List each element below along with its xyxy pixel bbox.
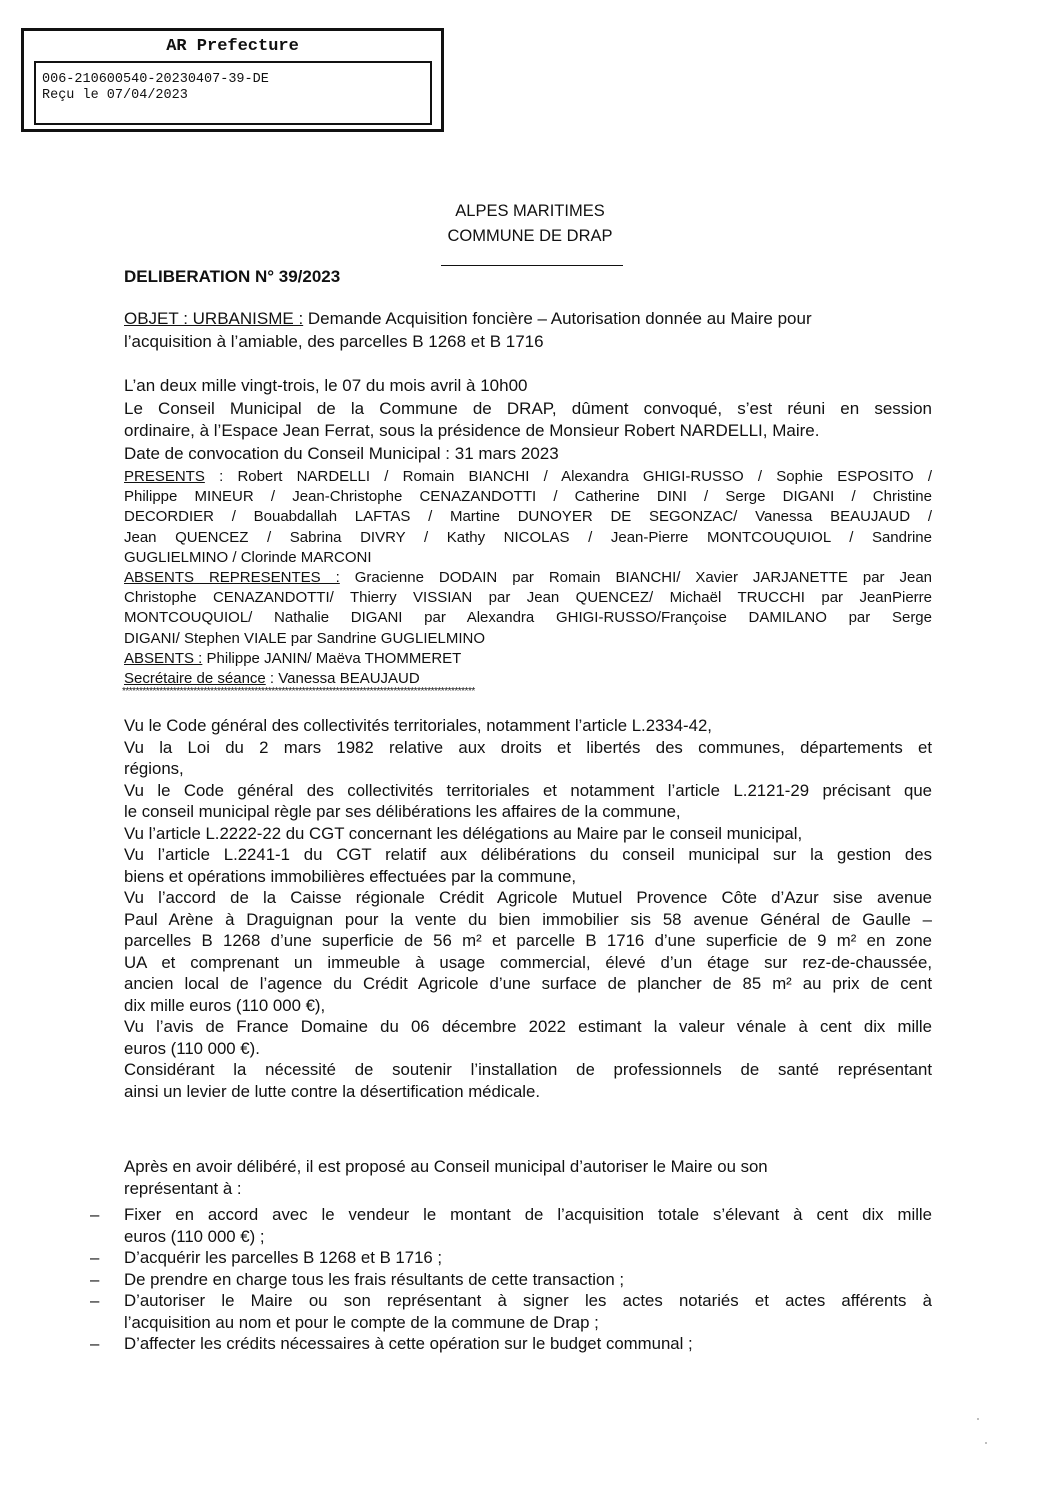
- consideration-line: le conseil municipal règle par ses délibérations les affaires de la commune,: [124, 802, 681, 821]
- list-item: [90, 1247, 932, 1269]
- dash-bullet: –: [90, 1269, 100, 1289]
- session-section: [124, 375, 932, 465]
- prefecture-stamp: [21, 28, 444, 132]
- considerations-section: [124, 715, 932, 1102]
- dash-bullet: –: [90, 1334, 100, 1353]
- list-item: [90, 1290, 932, 1333]
- list-item-text: D’autoriser le Maire ou son représentant à signer les actes notariés et actes afférents à: [124, 1291, 932, 1310]
- represented-label: ABSENTS REPRESENTES :: [124, 569, 340, 587]
- represented-list: DIGANI/ Stephen VIALE par Sandrine GUGLIELMINO: [124, 629, 485, 647]
- presents-list: Philippe MINEUR / Jean-Christophe CENAZANDOTTI / Catherine DINI / Serge DIGANI / Christine: [124, 488, 932, 506]
- proposal-line: représentant à :: [124, 1178, 242, 1198]
- scan-speck: [977, 1418, 979, 1420]
- stamp-title: AR Prefecture: [166, 37, 299, 56]
- list-item-text: De prendre en charge tous les frais résultants de cette transaction ;: [124, 1269, 624, 1289]
- attendance-section: [124, 467, 932, 689]
- secretary-label: Secrétaire de séance: [124, 670, 266, 688]
- list-item-text: Fixer en accord avec le vendeur le montant de l’acquisition totale s’élevant à cent dix mille: [124, 1205, 932, 1224]
- consideration-line: euros (110 000 €).: [124, 1038, 260, 1058]
- heading-rule: [441, 265, 623, 266]
- consideration-line: Vu l’article L.2241-1 du CGT relatif aux délibérations du conseil municipal sur la gestion des: [124, 845, 932, 864]
- commune-heading: COMMUNE DE DRAP: [447, 227, 613, 245]
- absents-label: ABSENTS :: [124, 649, 203, 667]
- consideration-line: Vu l’accord de la Caisse régionale Crédit Agricole Mutuel Provence Côte d’Azur sise avenue: [124, 888, 932, 907]
- secretary-name: : Vanessa BEAUJAUD: [265, 670, 420, 688]
- session-date: L’an deux mille vingt-trois, le 07 du mois avril à 10h00: [124, 376, 528, 395]
- consideration-line: parcelles B 1268 d’une superficie de 56 m² et parcelle B 1716 d’une superficie de 9 m² en zone: [124, 931, 932, 950]
- list-item: [90, 1204, 932, 1247]
- consideration-line: Vu le Code général des collectivités territoriales, notamment l’article L.2334-42,: [124, 716, 712, 735]
- represented-list: Christophe CENAZANDOTTI/ Thierry VISSIAN par Jean QUENCEZ/ Michaël TRUCCHI par JeanPierre: [124, 589, 932, 607]
- proposal-section: [124, 1156, 932, 1199]
- consideration-line: ainsi un levier de lutte contre la désertification médicale.: [124, 1081, 541, 1101]
- list-item: [90, 1269, 932, 1291]
- presents-list: Jean QUENCEZ / Sabrina DIVRY / Kathy NICOLAS / Jean-Pierre MONTCOUQUIOL / Sandrine: [124, 528, 932, 546]
- consideration-line: Vu l’avis de France Domaine du 06 décembre 2022 estimant la valeur vénale à cent dix mille: [124, 1017, 932, 1036]
- dash-bullet: –: [90, 1291, 100, 1310]
- consideration-line: biens et opérations immobilières effectuées par la commune,: [124, 866, 577, 886]
- consideration-line: dix mille euros (110 000 €),: [124, 995, 326, 1015]
- session-text: Le Conseil Municipal de la Commune de DRAP, dûment convoqué, s’est réuni en session: [124, 398, 932, 418]
- absents-list: Philippe JANIN/ Maëva THOMMERET: [202, 649, 462, 667]
- list-item-text: l’acquisition au nom et pour le compte de la commune de Drap ;: [124, 1312, 599, 1332]
- department-heading: ALPES MARITIMES: [455, 202, 605, 220]
- convocation-date: Date de convocation du Conseil Municipal : 31 mars 2023: [124, 443, 559, 463]
- list-item-text: D’acquérir les parcelles B 1268 et B 1716 ;: [124, 1248, 443, 1267]
- proposal-line: Après en avoir délibéré, il est proposé au Conseil municipal d’autoriser le Maire ou son: [124, 1157, 768, 1176]
- stamp-reference-number: 006-210600540-20230407-39-DE: [42, 72, 269, 87]
- list-item: [90, 1333, 932, 1355]
- consideration-line: Vu la Loi du 2 mars 1982 relative aux droits et libertés des communes, départements et: [124, 737, 932, 757]
- deliberation-number: DELIBERATION N° 39/2023: [124, 267, 341, 286]
- list-item-text: euros (110 000 €) ;: [124, 1226, 265, 1246]
- stamp-reference-box: [34, 61, 432, 125]
- scan-speck: [985, 1442, 987, 1444]
- objet-text-line2: l’acquisition à l’amiable, des parcelles B 1268 et B 1716: [124, 331, 544, 351]
- objet-section: [124, 308, 932, 353]
- separator-line: ********************************************************************************************************: [122, 686, 475, 697]
- presents-list: : Robert NARDELLI / Romain BIANCHI / Alexandra GHIGI-RUSSO / Sophie ESPOSITO /: [204, 468, 932, 485]
- represented-list: Gracienne DODAIN par Romain BIANCHI/ Xavier JARJANETTE par Jean: [339, 569, 933, 587]
- action-list: [90, 1204, 932, 1355]
- dash-bullet: –: [90, 1205, 100, 1224]
- consideration-line: ancien local de l’agence du Crédit Agricole d’une surface de plancher de 85 m² au prix de cent: [124, 974, 932, 993]
- consideration-line: UA et comprenant un immeuble à usage commercial, élevé d’un étage sur rez-de-chaussée,: [124, 952, 932, 972]
- presents-label: PRESENTS: [124, 468, 205, 485]
- consideration-line: Vu l’article L.2222-22 du CGT concernant les délégations au Maire par le conseil municipal,: [124, 823, 803, 843]
- represented-list: MONTCOUQUIOL/ Nathalie DIGANI par Alexandra GHIGI-RUSSO/Françoise DAMILANO par Serge: [124, 609, 932, 627]
- presents-list: GUGLIELMINO / Clorinde MARCONI: [124, 548, 372, 566]
- objet-label: OBJET : URBANISME :: [124, 309, 304, 328]
- session-text: ordinaire, à l’Espace Jean Ferrat, sous la présidence de Monsieur Robert NARDELLI, Maire.: [124, 421, 820, 440]
- objet-text: Demande Acquisition foncière – Autorisation donnée au Maire pour: [303, 309, 812, 328]
- dash-bullet: –: [90, 1248, 100, 1267]
- stamp-received-date: Reçu le 07/04/2023: [42, 88, 188, 103]
- consideration-line: Vu le Code général des collectivités territoriales et notamment l’article L.2121-29 précisant que: [124, 780, 932, 800]
- consideration-line: Paul Arène à Draguignan pour la vente du bien immobilier sis 58 avenue Général de Gaulle –: [124, 909, 932, 929]
- presents-list: DECORDIER / Bouabdallah LAFTAS / Martine DUNOYER DE SEGONZAC/ Vanessa BEAUJAUD /: [124, 508, 932, 526]
- consideration-line: Considérant la nécessité de soutenir l’installation de professionnels de santé représentant: [124, 1060, 932, 1079]
- consideration-line: régions,: [124, 759, 184, 778]
- list-item-text: D’affecter les crédits nécessaires à cette opération sur le budget communal ;: [124, 1334, 693, 1353]
